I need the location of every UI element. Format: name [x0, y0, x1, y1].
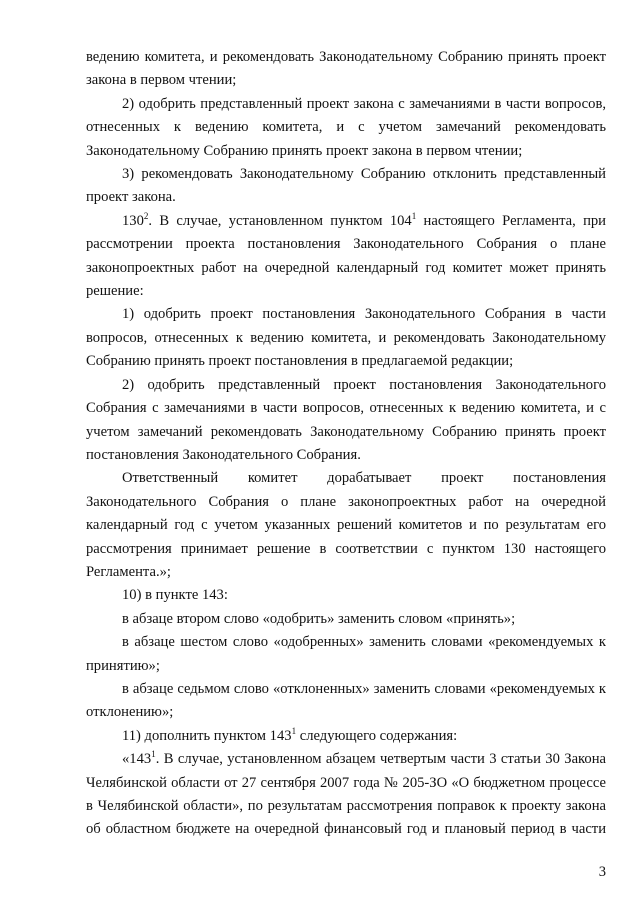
- paragraph: [86, 93, 606, 163]
- superscript: 1: [411, 210, 417, 221]
- text-run: 11) дополнить пунктом 143: [122, 727, 292, 744]
- text-run: . В случае, установленном пунктом 104: [148, 212, 412, 229]
- text-run: настоящего Регламента, при рассмотрении проекта постановления Законодательного Собрания о плане законопроектных работ на очередной календарный год комитет может принять решение:: [86, 212, 606, 300]
- text-run: 10) в пункте 143:: [122, 587, 228, 604]
- text-run: в абзаце шестом слово «одобренных» заменить словами «рекомендуемых к принятию»;: [86, 634, 606, 674]
- paragraph: [86, 631, 606, 678]
- document-body: [86, 46, 606, 842]
- superscript: 2: [143, 210, 149, 221]
- superscript: 1: [291, 725, 297, 736]
- text-run: 1) одобрить проект постановления Законодательного Собрания в части вопросов, отнесенных к ведению комитета, и рекомендовать Законодательному Собранию принять проект постановления в предлагаемой редакции;: [86, 306, 606, 370]
- text-run: ведению комитета, и рекомендовать Законодательному Собранию принять проект закона в первом чтении;: [86, 49, 606, 89]
- paragraph: [86, 584, 606, 607]
- text-run: Ответственный комитет дорабатывает проект постановления Законодательного Собрания о плане законопроектных работ на очередной календарный год с учетом указанных решений комитетов и по результатам его рассмотрения принимает решение в соответствии с пунктом 130 настоящего Регламента.»;: [86, 470, 606, 580]
- paragraph: [86, 210, 606, 304]
- text-run: в абзаце седьмом слово «отклоненных» заменить словами «рекомендуемых к отклонению»;: [86, 680, 606, 721]
- text-run: 130: [122, 212, 144, 229]
- text-run: 2) одобрить представленный проект постановления Законодательного Собрания с замечаниями в части вопросов, отнесенных к ведению комитета, и с учетом замечаний рекомендовать Законодательному Собранию принять проект постановления Законодательного Собрания.: [86, 376, 606, 463]
- text-run: «143: [122, 751, 152, 768]
- text-run: 2) одобрить представленный проект закона с замечаниями в части вопросов, отнесенных к ведению комитета, и с учетом замечаний рекомендовать Законодательному Собранию принять проект закона в первом чтении;: [86, 95, 606, 159]
- superscript: 1: [151, 749, 156, 760]
- paragraph: [86, 748, 606, 842]
- paragraph: [86, 163, 606, 210]
- text-run: в абзаце втором слово «одобрить» заменить словом «принять»;: [122, 610, 516, 627]
- text-run: . В случае, установленном абзацем четвертым части 3 статьи 30 Закона Челябинской области от 27 сентября 2007 года № 205-ЗО «О бюджетном процессе в Челябинской области», по результатам рассмотрения поправок к проекту закона об областном бюджете на очередной финансовый год и плановый период в части: [86, 751, 606, 838]
- paragraph: [86, 374, 606, 468]
- paragraph: [86, 678, 606, 725]
- page-number: 3: [598, 864, 606, 880]
- paragraph: [86, 467, 606, 584]
- text-run: 3) рекомендовать Законодательному Собранию отклонить представленный проект закона.: [86, 166, 606, 206]
- paragraph: [86, 46, 606, 93]
- paragraph: [86, 725, 606, 748]
- paragraph: [86, 303, 606, 373]
- paragraph: [86, 608, 606, 631]
- text-run: следующего содержания:: [296, 727, 458, 744]
